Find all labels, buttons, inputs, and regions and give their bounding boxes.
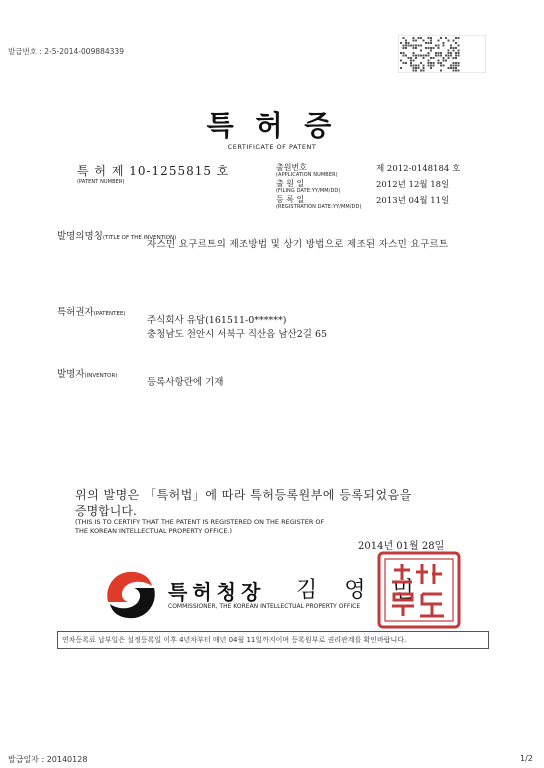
registration-label: 등 록 일 xyxy=(276,195,305,204)
patentee-heading xyxy=(57,300,126,319)
patentee-address: 충청남도 천안시 서북구 직산읍 남산2길 65 xyxy=(147,329,328,340)
application-label: 출원번호 xyxy=(276,163,307,172)
application-label-en: (APPLICATION NUMBER) xyxy=(276,172,338,178)
certificate-subtitle: CERTIFICATE OF PATENT xyxy=(227,143,317,151)
page-number: 1/2 xyxy=(520,754,533,763)
patentee-label: 특허권자 xyxy=(57,307,94,318)
kipo-logo-icon xyxy=(100,566,162,624)
registration-label-en: (REGISTRATION DATE:YY/MM/DD) xyxy=(276,204,362,210)
official-seal-icon xyxy=(376,550,462,630)
inventor-label: 발명자 xyxy=(57,369,85,380)
patent-number-en: (PATENT NUMBER) xyxy=(77,179,125,185)
certificate-title: 특 허 증 xyxy=(206,109,338,142)
inventor-value: 등록사항란에 기재 xyxy=(147,377,224,388)
issue-date-ko: 2014년 01월 28일 xyxy=(358,541,445,552)
application-number: 제 2012-0148184 호 xyxy=(376,164,461,174)
commissioner-title: 특허청장 xyxy=(168,580,266,604)
certify-text-ko-2: 증명합니다. xyxy=(75,504,137,518)
notice-text: 연차등록료 납부일은 설정등록일 이후 4년차부터 매년 04월 11일까지이며 등록원부로 권리관계를 확인바랍니다. xyxy=(62,636,407,644)
patent-number: 특 허 제 10-1255815 호 xyxy=(77,164,230,178)
patentee-name: 주식회사 유담(161511-0******) xyxy=(147,315,287,326)
invention-title: 자스민 요구르트의 제조방법 및 상기 방법으로 제조된 자스민 요구르트 xyxy=(147,239,449,250)
commissioner-name: 김 영 민 xyxy=(296,578,424,603)
footer-issue-date: 발급일자 : 20140128 xyxy=(8,755,88,764)
registration-date: 2013년 04월 11일 xyxy=(376,196,450,206)
inventor-label-en: (INVENTOR) xyxy=(84,373,118,379)
patentee-label-en: (PATENTEE) xyxy=(93,311,126,317)
invention-label: 발명의명칭 xyxy=(57,231,103,242)
issue-number: 발급번호 : 2-5-2014-009884339 xyxy=(8,47,124,56)
invention-label-en: (TITLE OF THE INVENTION) xyxy=(102,235,177,241)
notice-box xyxy=(57,631,489,649)
commissioner-title-en: COMMISSIONER, THE KOREAN INTELLECTUAL PROPERTY OFFICE xyxy=(168,603,361,610)
certify-text-en-1: (THIS IS TO CERTIFY THAT THE PATENT IS REGISTERED ON THE REGISTER OF xyxy=(75,518,325,526)
certify-text-ko-1: 위의 발명은 「특허법」에 따라 특허등록원부에 등록되었음을 xyxy=(75,488,412,502)
filing-label: 출 원 일 xyxy=(276,179,305,188)
certify-text-en-2: THE KOREAN INTELLECTUAL PROPERTY OFFICE.) xyxy=(75,527,233,535)
filing-label-en: (FILING DATE:YY/MM/DD) xyxy=(276,188,341,194)
inventor-heading xyxy=(57,362,117,381)
filing-date: 2012년 12월 18일 xyxy=(376,180,450,190)
barcode-image xyxy=(398,35,486,73)
